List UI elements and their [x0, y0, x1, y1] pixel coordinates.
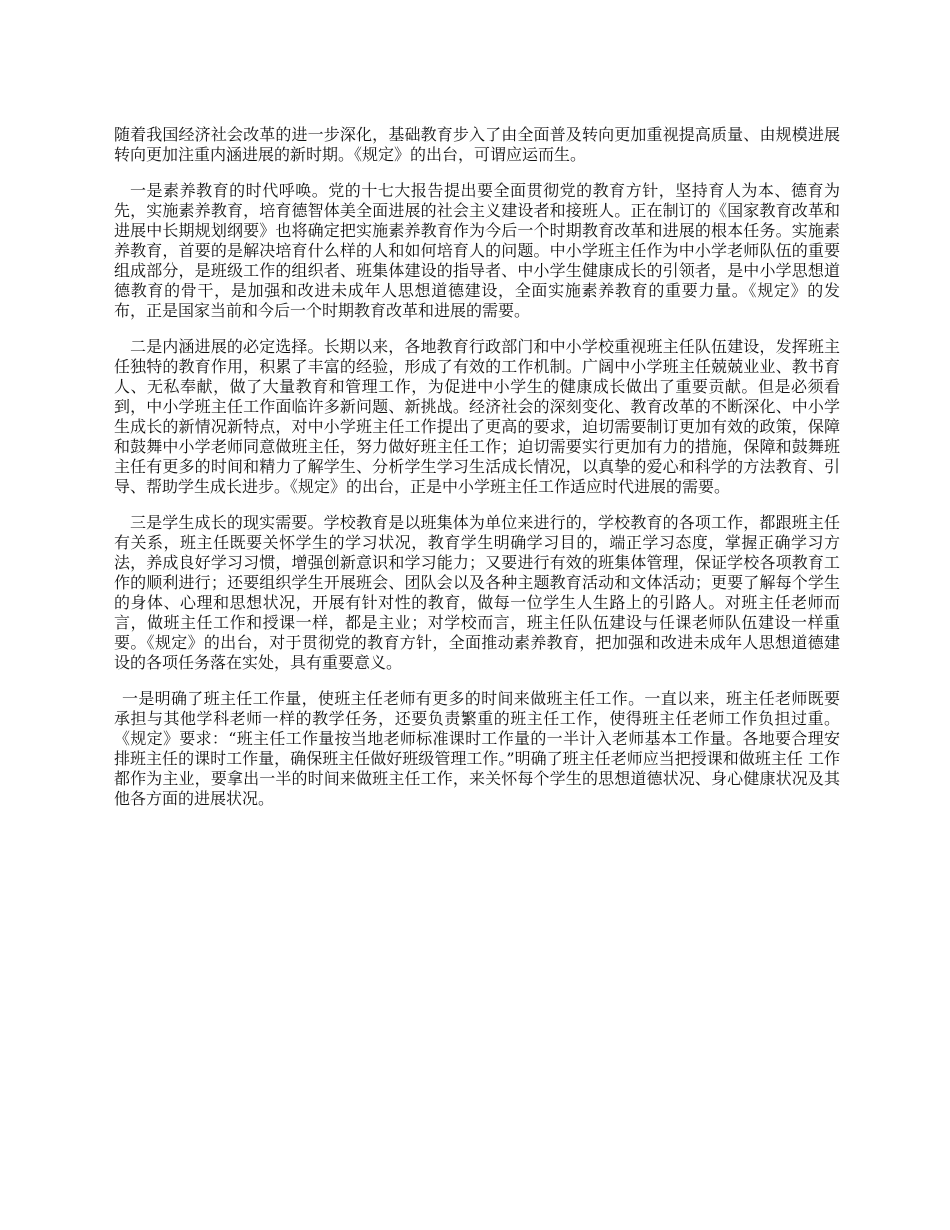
paragraph-student-growth: 三是学生成长的现实需要。学校教育是以班集体为单位来进行的，学校教育的各项工作，都跟班主任有关系，班主任既要关怀学生的学习状况，教育学生明确学习目的，端正学习态度，掌握正确学习方法，养成良好学习习惯，增强创新意识和学习能力；又要进行有效的班集体管理，保证学校各项教育工作的顺利进行；还要组织学生开展班会、团队会以及各种主题教育活动和文体活动；更要了解每个学生的身体、心理和思想状况，开展有针对性的教育，做每一位学生人生路上的引路人。对班主任老师而言，做班主任工作和授课一样，都是主业；对学校而言，班主任队伍建设与任课老师队伍建设一样重要。《规定》的出台，对于贯彻党的教育方针，全面推动素养教育，把加强和改进未成年人思想道德建设的各项任务落在实处，具有重要意义。 [114, 513, 840, 672]
paragraph-connotative-development: 二是内涵进展的必定选择。长期以来，各地教育行政部门和中小学校重视班主任队伍建设，发挥班主任独特的教育作用，积累了丰富的经验，形成了有效的工作机制。广阔中小学班主任兢兢业业、教书育人、无私奉献，做了大量教育和管理工作，为促进中小学生的健康成长做出了重要贡献。但是必须看到，中小学班主任工作面临许多新问题、新挑战。经济社会的深刻变化、教育改革的不断深化、中小学生成长的新情况新特点，对中小学班主任工作提出了更高的要求，迫切需要制订更加有效的政策，保障和鼓舞中小学老师同意做班主任，努力做好班主任工作；迫切需要实行更加有力的措施，保障和鼓舞班主任有更多的时间和精力了解学生、分析学生学习生活成长情况，以真挚的爱心和科学的方法教育、引导、帮助学生成长进步。《规定》的出台，正是中小学班主任工作适应时代进展的需要。 [114, 337, 840, 496]
paragraph-intro: 随着我国经济社会改革的进一步深化，基础教育步入了由全面普及转向更加重视提高质量、由规模进展转向更加注重内涵进展的新时期。《规定》的出台，可谓应运而生。 [114, 125, 840, 164]
document-body [114, 125, 840, 825]
paragraph-quality-education: 一是素养教育的时代呼唤。党的十七大报告提出要全面贯彻党的教育方针，坚持育人为本、德育为先，实施素养教育，培育德智体美全面进展的社会主义建设者和接班人。正在制订的《国家教育改革和进展中长期规划纲要》也将确定把实施素养教育作为今后一个时期教育改革和进展的根本任务。实施素养教育，首要的是解决培育什么样的人和如何培育人的问题。中小学班主任作为中小学老师队伍的重要组成部分，是班级工作的组织者、班集体建设的指导者、中小学生健康成长的引领者，是中小学思想道德教育的骨干，是加强和改进未成年人思想道德建设，全面实施素养教育的重要力量。《规定》的发布，正是国家当前和今后一个时期教育改革和进展的需要。 [114, 181, 840, 320]
paragraph-workload: 一是明确了班主任工作量，使班主任老师有更多的时间来做班主任工作。一直以来，班主任老师既要承担与其他学科老师一样的教学任务，还要负责繁重的班主任工作，使得班主任老师工作负担过重。《规定》要求：“班主任工作量按当地老师标准课时工作量的一半计入老师基本工作量。各地要合理安排班主任的课时工作量，确保班主任做好班级管理工作。”明确了班主任老师应当把授课和做班主任 工作都作为主业，要拿出一半的时间来做班主任工作，来关怀每个学生的思想道德状况、身心健康状况及其他各方面的进展状况。 [114, 689, 840, 808]
